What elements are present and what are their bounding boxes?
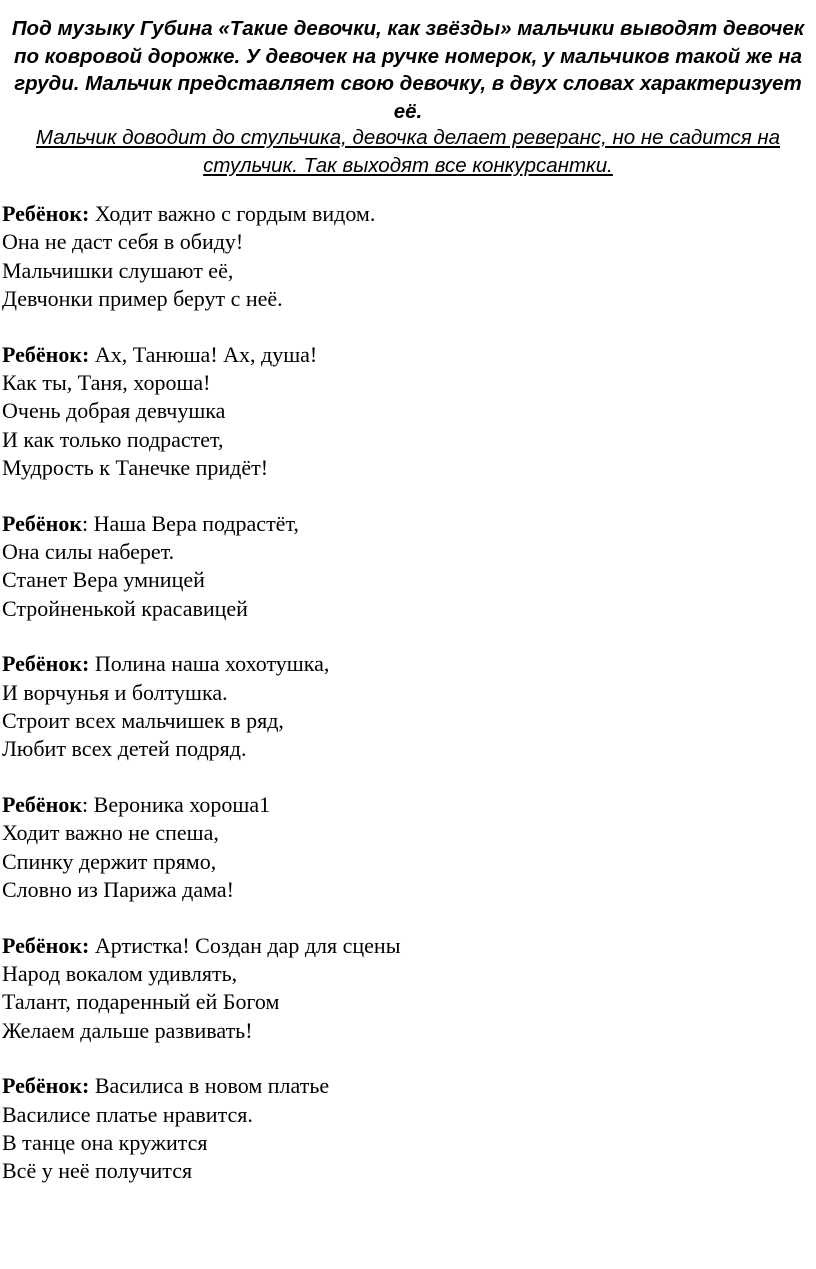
verse-line: : Вероника хороша1	[82, 792, 271, 818]
verse-line: Ходит важно с гордым видом.	[89, 201, 376, 226]
stanza-first-line	[2, 200, 802, 228]
stanza-first-line	[2, 650, 802, 678]
verse-line: И ворчунья и болтушка.	[2, 679, 228, 705]
speaker-label: Ребёнок:	[2, 651, 90, 677]
verse-line: В танце она кружится	[2, 1130, 208, 1156]
stanza-first-line	[2, 791, 802, 819]
stanza	[2, 510, 802, 623]
stage-direction: Мальчик доводит до стульчика, девочка делает реверанс, но не садится на стульчик. Так выходят все конкурсантки.	[35, 126, 781, 177]
stanza-first-line	[2, 932, 802, 960]
stanza-first-line	[2, 1072, 802, 1100]
stanza	[2, 791, 802, 904]
speaker-label: Ребёнок:	[2, 341, 90, 367]
verse-line: Девчонки пример берут с неё.	[2, 285, 283, 311]
verse-line: Очень добрая девчушка	[2, 398, 226, 424]
verse-line: Талант, подаренный ей Богом	[2, 989, 280, 1015]
verse-line: Желаем дальше развивать!	[2, 1017, 253, 1043]
stanza-first-line	[2, 510, 802, 538]
verse-line: Стройненькой красавицей	[2, 595, 248, 621]
stanza	[2, 1072, 802, 1185]
stanza-first-line	[2, 341, 802, 369]
verse-line: Ах, Танюша! Ах, душа!	[89, 341, 318, 367]
speaker-label: Ребёнок	[2, 510, 83, 536]
verse-line: Строит всех мальчишек в ряд,	[2, 707, 284, 733]
speaker-label: Ребёнок:	[2, 201, 90, 226]
verse-line: Словно из Парижа дама!	[2, 876, 234, 902]
verse-line: Станет Вера умницей	[2, 567, 205, 593]
speaker-label: Ребёнок:	[2, 1073, 90, 1099]
verse-line: Спинку держит прямо,	[2, 848, 217, 874]
verse-line: Ходит важно не спеша,	[2, 820, 219, 846]
verse-line: Полина наша хохотушка,	[89, 651, 330, 677]
stanza	[2, 932, 802, 1045]
verse-line: И как только подрастет,	[2, 426, 224, 452]
speaker-label: Ребёнок:	[2, 932, 90, 958]
verse-line: Василисе платье нравится.	[2, 1101, 253, 1127]
intro-paragraph: Под музыку Губина «Такие девочки, как звёзды» мальчики выводят девочек по ковровой дорожке. У девочек на ручке номерок, у мальчиков такой же на груди. Мальчик представляет свою девочку, в двух словах характеризует её.	[11, 17, 805, 123]
stanza	[2, 200, 802, 313]
verse-line: Артистка! Создан дар для сцены	[89, 932, 401, 958]
verse-line: Всё у неё получится	[2, 1158, 193, 1184]
verse-line: Любит всех детей подряд.	[2, 736, 247, 762]
verse-line: Мальчишки слушают её,	[2, 257, 234, 283]
stanza	[2, 650, 802, 763]
verse-line: Она не даст себя в обиду!	[2, 229, 244, 255]
verse-line: Она силы наберет.	[2, 538, 175, 564]
verse-line: Мудрость к Танечке придёт!	[2, 454, 269, 480]
stanza	[2, 341, 802, 482]
verse-line: : Наша Вера подрастёт,	[82, 510, 299, 536]
poem	[2, 200, 802, 1213]
verse-line: Народ вокалом удивлять,	[2, 961, 238, 987]
verse-line: Василиса в новом платье	[89, 1073, 330, 1099]
verse-line: Как ты, Таня, хороша!	[2, 369, 211, 395]
speaker-label: Ребёнок	[2, 792, 83, 818]
